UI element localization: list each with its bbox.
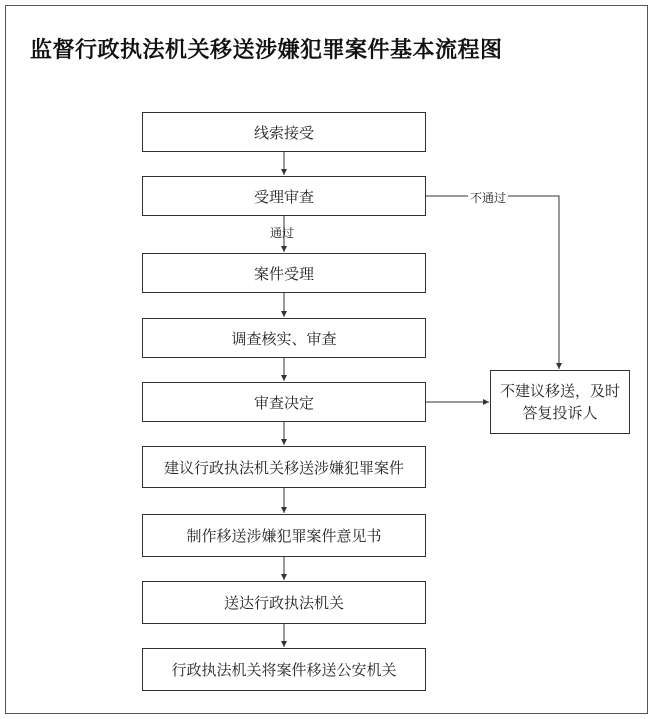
step-clue-receipt: 线索接受 (142, 112, 426, 152)
step-deliver-agency: 送达行政执法机关 (142, 581, 426, 624)
diagram-title: 监督行政执法机关移送涉嫌犯罪案件基本流程图 (30, 38, 503, 63)
step-suggest-transfer: 建议行政执法机关移送涉嫌犯罪案件 (142, 446, 426, 488)
step-transfer-police: 行政执法机关将案件移送公安机关 (142, 648, 426, 691)
step-case-acceptance: 案件受理 (142, 253, 426, 293)
step-draft-opinion: 制作移送涉嫌犯罪案件意见书 (142, 514, 426, 557)
side-step-line-2: 答复投诉人 (522, 404, 598, 422)
step-no-transfer-reply (490, 370, 630, 434)
step-investigation-review: 调查核实、审查 (142, 318, 426, 358)
arrow-fail-branch (426, 196, 559, 369)
step-acceptance-review: 受理审查 (142, 176, 426, 216)
label-pass: 通过 (270, 226, 295, 240)
label-fail: 不通过 (470, 191, 507, 205)
side-step-line-1: 不建议移送，及时 (499, 382, 620, 400)
step-review-decision: 审查决定 (142, 382, 426, 422)
